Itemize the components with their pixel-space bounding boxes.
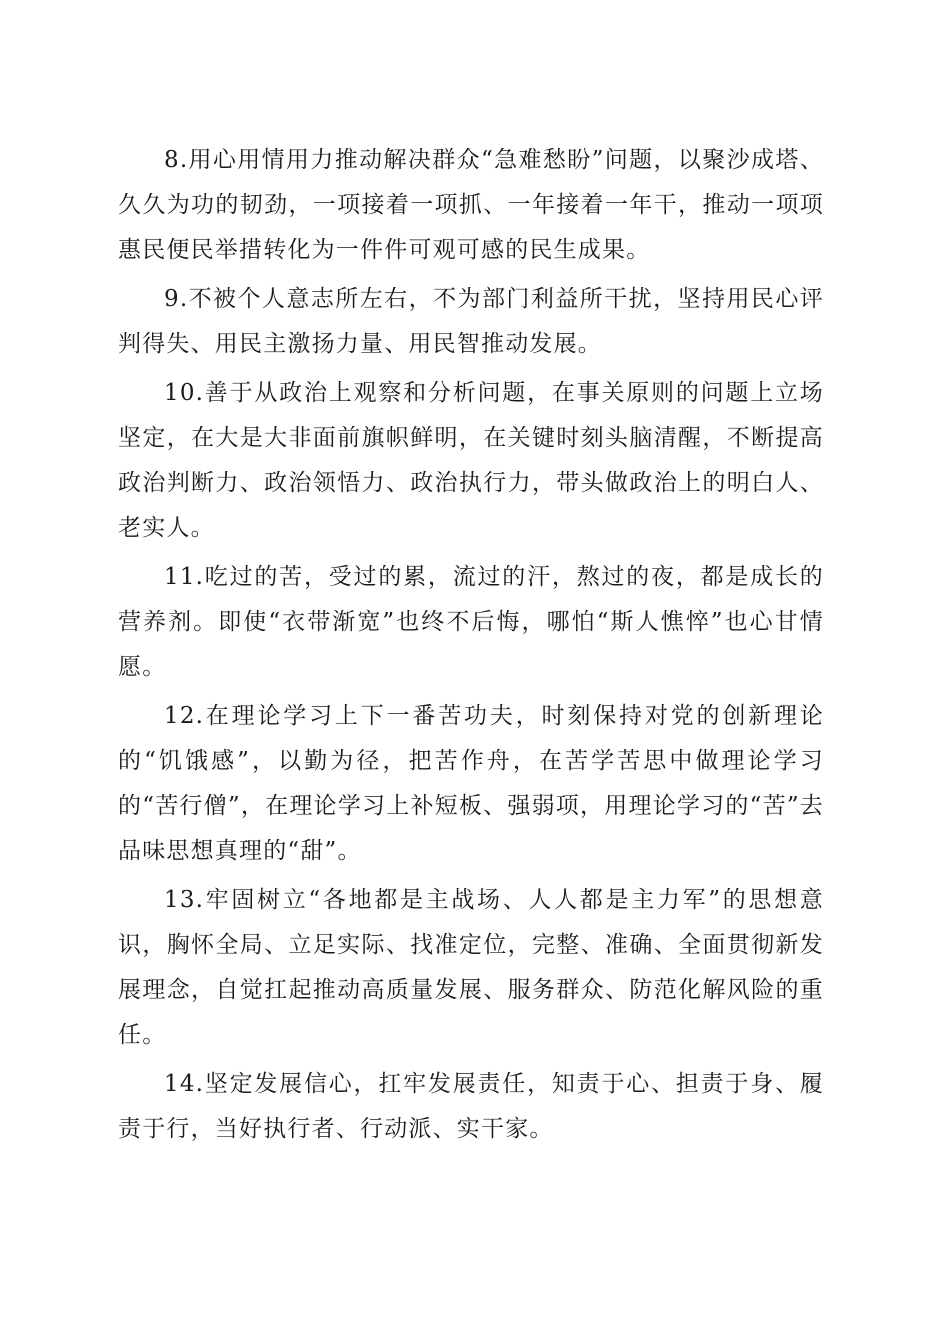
- paragraph-12: 12.在理论学习上下一番苦功夫，时刻保持对党的创新理论的“饥饿感”，以勤为径，把苦作舟，在苦学苦思中做理论学习的“苦行僧”，在理论学习上补短板、强弱项，用理论学习的“苦”去品味思想真理的“甜”。: [118, 703, 824, 864]
- paragraph-14: 14.坚定发展信心，扛牢发展责任，知责于心、担责于身、履责于行，当好执行者、行动派、实干家。: [118, 1071, 824, 1142]
- paragraph-8: 8.用心用情用力推动解决群众“急难愁盼”问题，以聚沙成塔、久久为功的韧劲，一项接着一项抓、一年接着一年干，推动一项项惠民便民举措转化为一件件可观可感的民生成果。: [118, 147, 824, 263]
- paragraph-11: 11.吃过的苦，受过的累，流过的汗，熬过的夜，都是成长的营养剂。即使“衣带渐宽”也终不后悔，哪怕“斯人憔悴”也心甘情愿。: [118, 564, 824, 680]
- document-body: [118, 138, 824, 1156]
- paragraph-9: 9.不被个人意志所左右，不为部门利益所干扰，坚持用民心评判得失、用民主激扬力量、用民智推动发展。: [118, 286, 824, 357]
- paragraph-13: 13.牢固树立“各地都是主战场、人人都是主力军”的思想意识，胸怀全局、立足实际、找准定位，完整、准确、全面贯彻新发展理念，自觉扛起推动高质量发展、服务群众、防范化解风险的重任。: [118, 887, 824, 1048]
- paragraph-10: 10.善于从政治上观察和分析问题，在事关原则的问题上立场坚定，在大是大非面前旗帜鲜明，在关键时刻头脑清醒，不断提高政治判断力、政治领悟力、政治执行力，带头做政治上的明白人、老实人。: [118, 380, 824, 541]
